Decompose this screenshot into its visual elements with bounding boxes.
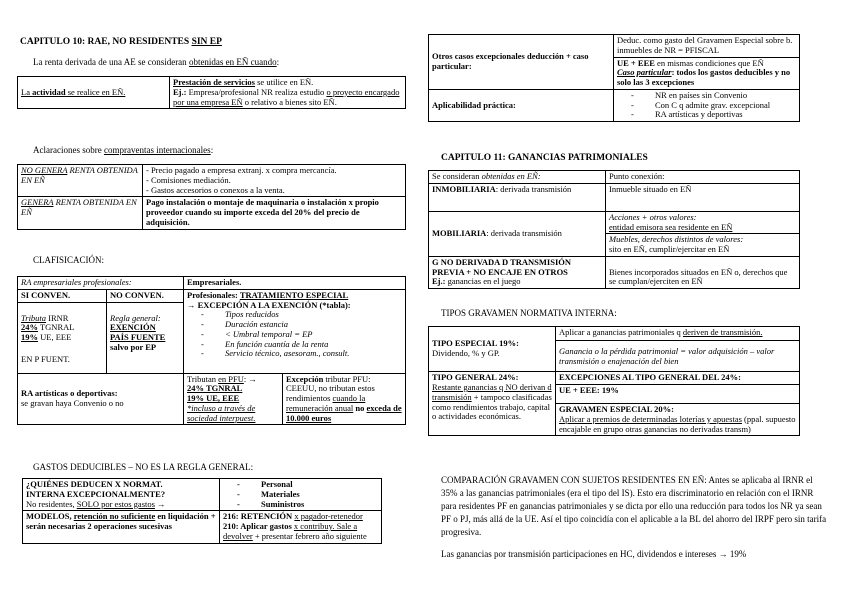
bienes-incorporados-cell: Bienes incorporados situados en EÑ o, derechos que se cumplan/ejerciten en EÑ bbox=[606, 256, 800, 288]
gastos-heading: GASTOS DEDUCIBLES – NO ES LA REGLA GENERAL: bbox=[33, 462, 254, 472]
modelos-detail-cell: 216: RETENCIÓN x pagador-retenedor 210: Aplicar gastos x contribuy. Sale a devolver + presentar febrero año siguiente bbox=[220, 511, 382, 543]
ue-eee-19-cell: UE + EEE: 19% bbox=[556, 385, 800, 404]
si-convenio-header: SI CONVEN. bbox=[18, 289, 107, 302]
profesionales-cell: Profesionales: TRATAMIENTO ESPECIAL → EXCEPCIÓN A LA EXENCIÓN (*tabla): - Tipos reducidos - Duración estancia - < Umbral temporal = EP - En función cuantía de la renta - Servicio técnico, asesoram., consult. bbox=[184, 289, 406, 373]
gastos-list-cell bbox=[220, 479, 382, 511]
gravamen-especial-cell: GRAVAMEN ESPECIAL 20%: Aplicar a premios de determinadas loterías y apuestas (ppal. supuesto encajable en grupo otras ganancias no derivadas transm) bbox=[556, 404, 800, 436]
aplicabilidad-list: - NR en países sin Convenio - Con C q admite grav. excepcional - RA artísticas y deportivas bbox=[617, 91, 796, 120]
tipo-especial-detail: Aplicar a ganancias patrimoniales q deriven de transmisión. Ganancia o la pérdida patrimonial = valor adquisición – valor transmisión o enajenación del bien bbox=[556, 327, 800, 372]
quienes-cell: ¿QUIÉNES DEDUCEN X NORMAT. INTERNA EXCEPCIONALMENTE? No residentes, SOLO por estos gastos → bbox=[23, 479, 220, 511]
otros-casos-table bbox=[428, 34, 800, 122]
excepciones-header: EXCEPCIONES AL TIPO GENERAL DEL 24%: bbox=[556, 372, 800, 385]
comparacion-paragraph: COMPARACIÓN GRAVAMEN CON SUJETOS RESIDENTES EN EÑ: Antes se aplicaba al IRNR el 35% a las ganancias patrimoniales (era el tipo del IS). Esto era discriminatorio en relación con el IRNR para residentes PF en ganancias patrimoniales y se dicta por ello una reducción para todos los NR ya sean PF o PJ, más allá de la UE. Así el tipo coincidía con el aplicable a la BL del ahorro del IRPF pero sin tarifa progresiva. bbox=[441, 475, 827, 538]
mobiliaria-cell: MOBILIARIA: derivada transmisión bbox=[429, 211, 606, 256]
chapter-10-title: CAPITULO 10: RAE, NO RESIDENTES SIN EP bbox=[20, 37, 222, 47]
intro-text: La renta derivada de una AE se consideran obtenidas en EÑ cuando: bbox=[33, 57, 280, 67]
no-convenio-header: NO CONVEN. bbox=[107, 289, 184, 302]
ganancias-table bbox=[428, 170, 800, 289]
g-no-derivada-cell: G NO DERIVADA D TRANSMISIÓN PREVIA + NO ENCAJE EN OTROS Ej.: ganancias en el juego bbox=[429, 256, 606, 288]
activity-table bbox=[17, 76, 406, 109]
activity-cell: La actividad se realice en EÑ. bbox=[18, 77, 170, 109]
empresariales-header: Empresariales. bbox=[184, 277, 406, 290]
otros-casos-label: Otros casos excepcionales deducción + caso particular: bbox=[429, 35, 614, 90]
services-cell: Prestación de servicios se utilice en EÑ. Ej.: Empresa/profesional NR realiza estudio o proyecto encargado por una empresa EÑ o relativo a bienes sito EÑ. bbox=[170, 77, 406, 109]
tipo-general-cell: TIPO GENERAL 24%: Restante ganancias q NO derivan d transmisión + tampoco clasificadas como rendimientos trabajo, capital o actividades económicas. bbox=[429, 372, 556, 436]
inmobiliaria-conexion: Inmueble situado en EÑ bbox=[606, 183, 800, 211]
aclaraciones-text: Aclaraciones sobre compraventas internacionales: bbox=[33, 145, 214, 155]
genera-text: Pago instalación o montaje de maquinaria o instalación x propio proveedor cuando su importe exceda del 20% del precio de adquisición. bbox=[143, 197, 406, 229]
artisticas-subtable bbox=[184, 374, 405, 425]
acciones-cell: Acciones + otros valores: entidad emisora sea residente en EÑ bbox=[606, 211, 800, 234]
no-genera-cell: NO GENERA RENTA OBTENIDA EN EÑ bbox=[18, 165, 143, 197]
clasificacion-table bbox=[17, 276, 406, 425]
gastos-table bbox=[22, 478, 382, 544]
excepcion-cell: Excepción tributar PFU: CEEUU, no tributan estos rendimientos cuando la remuneración anual no exceda de 10.000 euros bbox=[286, 373, 402, 423]
clasificacion-heading: CLAFISICACIÓN: bbox=[33, 255, 105, 265]
tipos-table bbox=[428, 326, 800, 436]
tipo-especial-cell: TIPO ESPECIAL 19%: Dividendo, % y GP. bbox=[429, 327, 556, 372]
aplicabilidad-label: Aplicabilidad práctica: bbox=[429, 89, 614, 121]
ra-empresariales-header: RA empresariales profesionales: bbox=[18, 277, 184, 290]
inmobiliaria-cell: INMOBILIARIA: derivada transmisión bbox=[429, 183, 606, 211]
pfu-cell: Tributan en PFU: → 24% TGNRAL 19% UE, EEE *incluso a través de sociedad interpuest. bbox=[184, 374, 283, 425]
se-consideran-header: Se consideran obtenidas en EÑ: bbox=[429, 171, 606, 184]
genera-cell: GENERA RENTA OBTENIDA EN EÑ bbox=[18, 197, 143, 229]
deduc-gasto-cell: Deduc. como gasto del Gravamen Especial sobre b. inmuebles de NR = PFISCAL bbox=[614, 35, 800, 58]
punto-conexion-header: Punto conexión: bbox=[606, 171, 800, 184]
chapter-11-title: CAPITULO 11: GANANCIAS PATRIMONIALES bbox=[441, 153, 648, 163]
aplicabilidad-list-cell bbox=[614, 89, 800, 121]
artisticas-cell: RA artísticas o deportivas: se gravan haya Convenio o no bbox=[18, 373, 184, 425]
modelos-cell: MODELOS, retención no suficiente en liquidación + serán necesarias 2 operaciones sucesivas bbox=[23, 511, 220, 543]
artisticas-detail bbox=[184, 373, 406, 425]
ue-eee-cell: UE + EEE en mismas condiciones que EÑ Caso particular: todos los gastos deducibles y no solo las 3 excepciones bbox=[614, 57, 800, 89]
profesionales-list: - Tipos reducidos - Duración estancia - < Umbral temporal = EP - En función cuantía de la renta - Servicio técnico, asesoram., consult. bbox=[187, 310, 402, 359]
last-line: Las ganancias por transmisión participaciones en HC, dividendos e intereses → 19% bbox=[441, 549, 747, 559]
compraventas-table bbox=[17, 164, 406, 230]
gastos-list: - Personal - Materiales - Suministros bbox=[223, 480, 378, 509]
no-convenio-cell: Regla general: EXENCIÓN PAÍS FUENTE salvo por EP bbox=[107, 302, 184, 373]
no-genera-list: - Precio pagado a empresa extranj. x compra mercancía. - Comisiones mediación. - Gastos accesorios o conexos a la venta. bbox=[143, 165, 406, 197]
si-convenio-cell: Tributa IRNR 24% TGNRAL 19% UE, EEE EN P FUENT. bbox=[18, 302, 107, 373]
muebles-cell: Muebles, derechos distintos de valores: sito en EÑ, cumplir/ejercitar en EÑ bbox=[606, 234, 800, 257]
tipos-heading: TIPOS GRAVAMEN NORMATIVA INTERNA: bbox=[441, 308, 617, 318]
